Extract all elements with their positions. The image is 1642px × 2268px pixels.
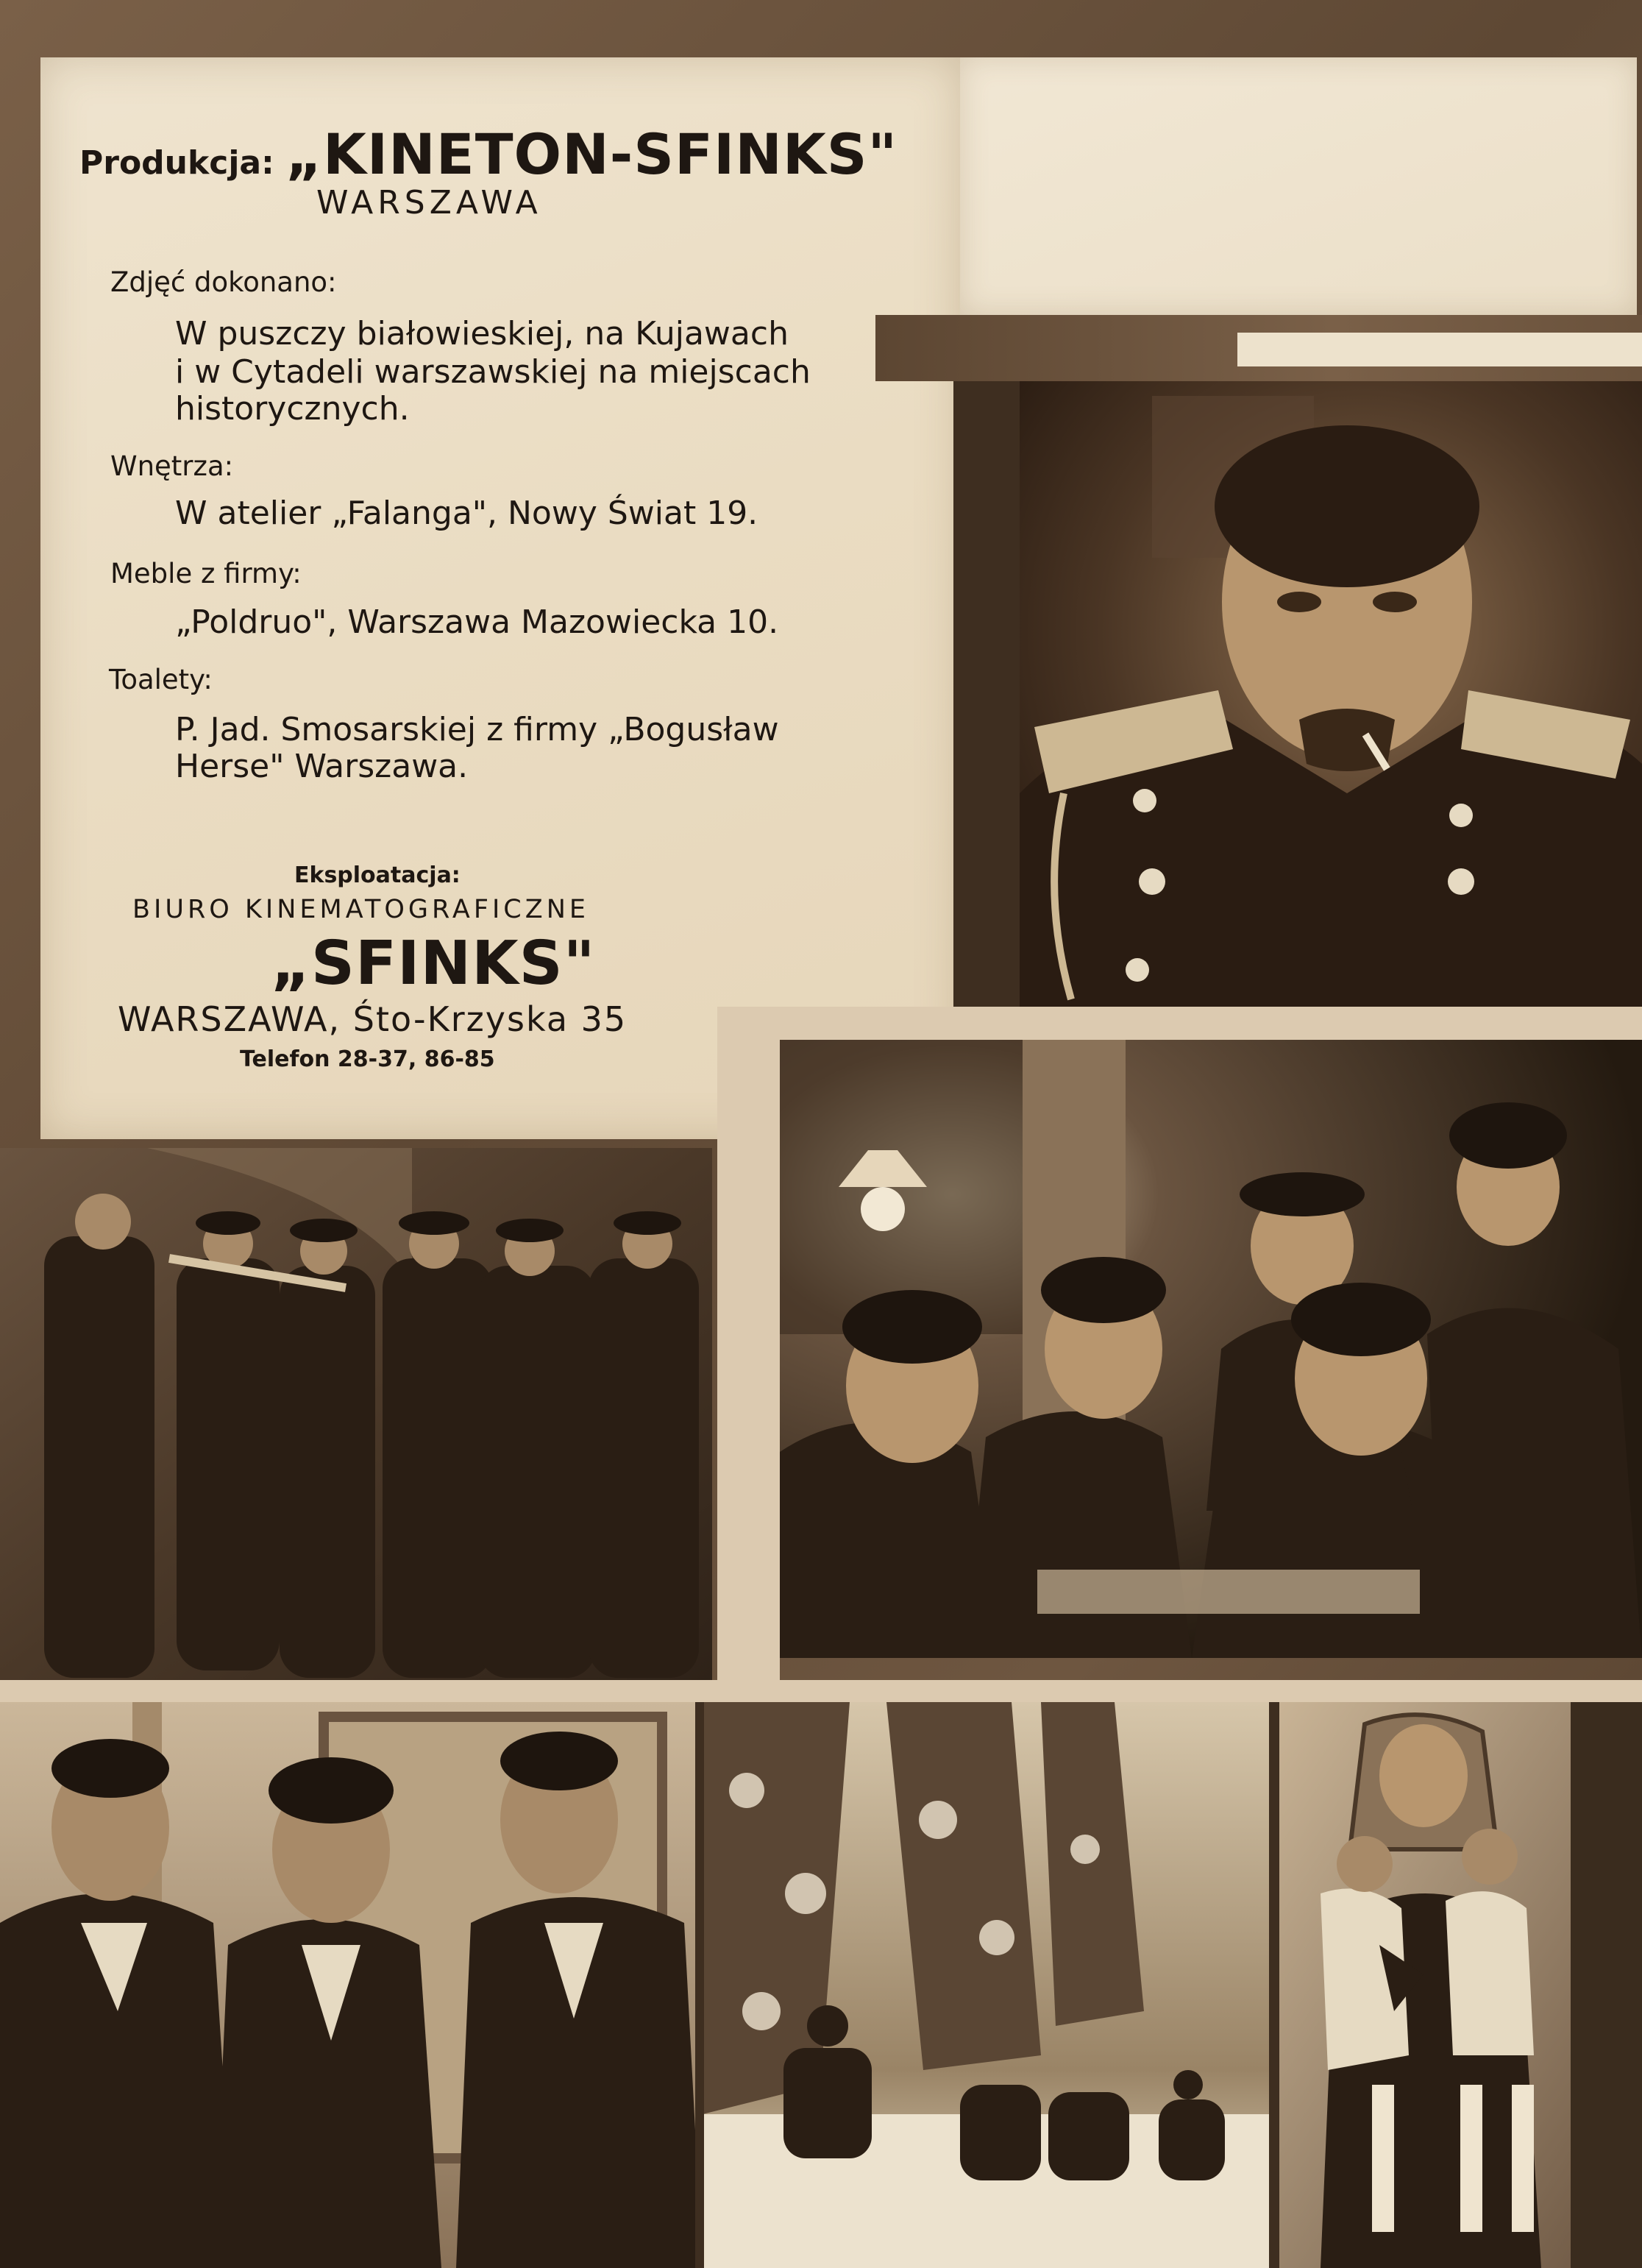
credit-line: W atelier „Falanga", Nowy Świat 19. xyxy=(175,495,758,532)
production-company: „KINETON-SFINKS" xyxy=(285,121,898,187)
photo-divider xyxy=(1269,1702,1279,2268)
production-city: WARSZAWA xyxy=(316,184,542,222)
distribution-phone: Telefon 28-37, 86-85 xyxy=(240,1046,495,1072)
credit-label-costumes: Toalety: xyxy=(109,664,213,695)
credit-label-photography: Zdjęć dokonano: xyxy=(110,266,337,298)
credit-line: W puszczy białowieskiej, na Kujawach xyxy=(175,315,789,352)
paper-strip xyxy=(717,1007,1642,1040)
photo-conspirators-table xyxy=(780,1040,1642,1658)
photo-three-men xyxy=(0,1702,703,2268)
credit-line: „Poldruo", Warszawa Mazowiecka 10. xyxy=(175,603,779,641)
credit-label-interiors: Wnętrza: xyxy=(110,450,234,482)
photo-man-with-children xyxy=(1276,1702,1642,2268)
distribution-name: „SFINKS" xyxy=(271,929,596,999)
distribution-company: BIURO KINEMATOGRAFICZNE xyxy=(132,895,589,924)
paper-strip xyxy=(0,1680,1642,1702)
production-prefix: Produkcja: xyxy=(79,144,274,182)
distribution-label: Eksploatacja: xyxy=(294,862,461,888)
paper-strip xyxy=(717,1040,780,1680)
credit-line: i w Cytadeli warszawskiej na miejscach xyxy=(175,353,811,391)
production-heading xyxy=(79,121,898,187)
decorative-band-light xyxy=(1237,333,1642,366)
credit-line: historycznych. xyxy=(175,390,410,428)
photo-divider xyxy=(695,1702,704,2268)
photo-officer-portrait xyxy=(1020,381,1642,1007)
photo-soldiers-bugle xyxy=(0,1148,712,1681)
photo-frame xyxy=(953,381,1020,1007)
credit-line: Herse" Warszawa. xyxy=(175,748,469,785)
credit-label-furniture: Meble z firmy: xyxy=(110,558,302,589)
distribution-address: WARSZAWA, Śto-Krzyska 35 xyxy=(118,999,628,1039)
credit-line: P. Jad. Smosarskiej z firmy „Bogusław xyxy=(175,711,779,748)
blank-paper-area xyxy=(960,57,1637,315)
photo-riders-snowy-forest xyxy=(703,1702,1276,2268)
